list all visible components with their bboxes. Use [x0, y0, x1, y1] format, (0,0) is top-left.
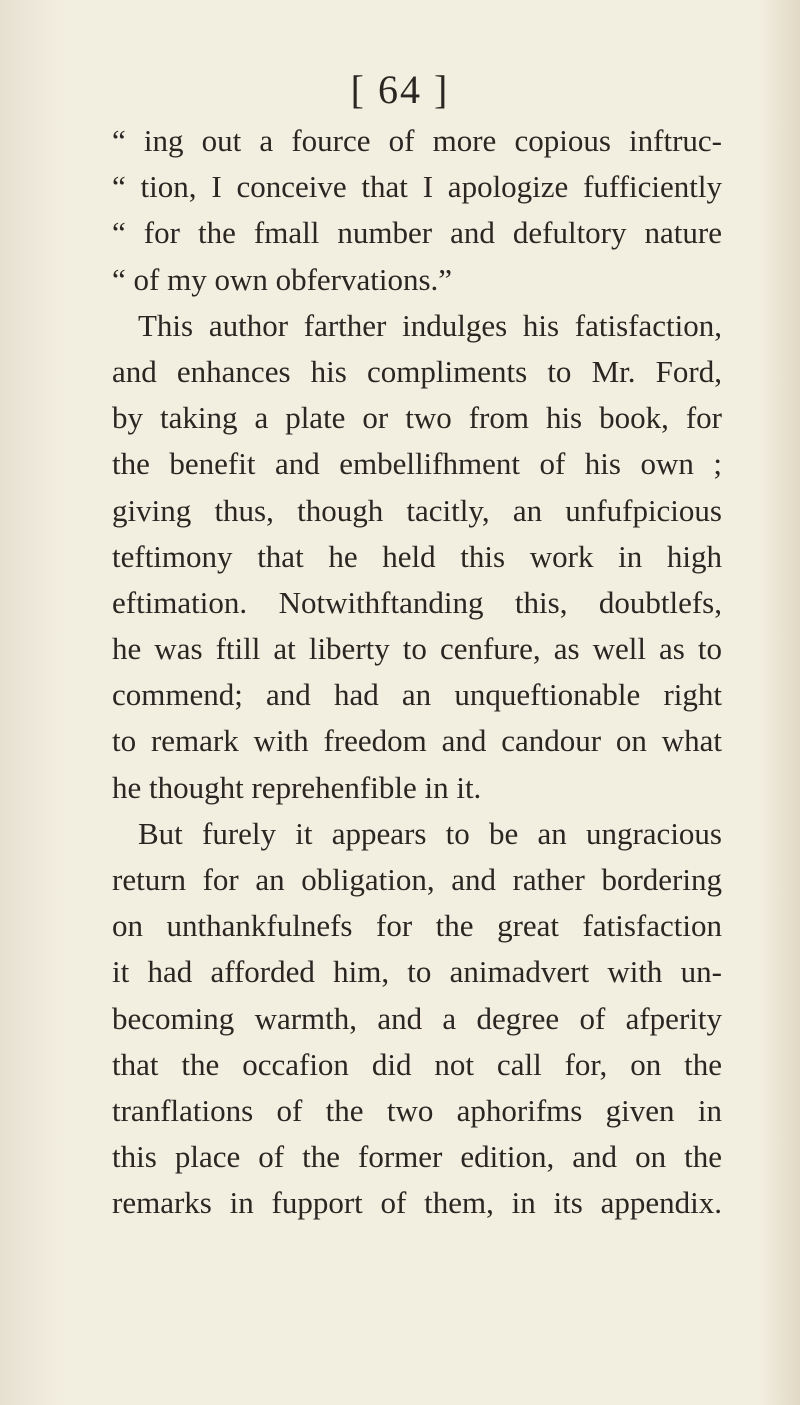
- text-line: “ of my own obfervations.”: [112, 261, 453, 297]
- text-line: tranflations of the two aphorifms given in: [112, 1092, 722, 1128]
- text-line: he thought reprehenfible in it.: [112, 769, 482, 805]
- text-line: that the occafion did not call for, on the: [112, 1046, 722, 1082]
- text-line: and enhances his compliments to Mr. Ford,: [112, 353, 722, 389]
- text-line: But furely it appears to be an ungracious: [138, 815, 722, 851]
- text-line: “ tion, I conceive that I apologize fufficiently: [112, 169, 722, 205]
- text-line: this place of the former edition, and on the: [112, 1139, 722, 1175]
- body-text: [112, 118, 722, 1227]
- text-line: he was ftill at liberty to cenfure, as well as to: [112, 631, 722, 667]
- text-line: by taking a plate or two from his book, for: [112, 400, 722, 436]
- text-line: becoming warmth, and a degree of afperity: [112, 1000, 722, 1036]
- text-line: eftimation. Notwithftanding this, doubtlefs,: [112, 584, 722, 620]
- text-line: to remark with freedom and candour on what: [112, 723, 722, 759]
- text-line: giving thus, though tacitly, an unfufpicious: [112, 492, 722, 528]
- page-number-header: [ 64 ]: [350, 67, 450, 112]
- text-line: “ for the fmall number and defultory nature: [112, 215, 722, 251]
- text-line: commend; and had an unqueftionable right: [112, 677, 722, 713]
- text-line: “ ing out a fource of more copious inftruc-: [112, 123, 722, 158]
- text-line: it had afforded him, to animadvert with un-: [112, 954, 722, 990]
- text-line: teftimony that he held this work in high: [112, 538, 722, 574]
- text-line: This author farther indulges his fatisfaction,: [138, 307, 722, 343]
- text-line: on unthankfulnefs for the great fatisfaction: [112, 908, 722, 944]
- text-line: the benefit and embellifhment of his own ;: [112, 446, 722, 482]
- text-line: remarks in fupport of them, in its appendix.: [112, 1185, 722, 1221]
- text-line: return for an obligation, and rather bordering: [112, 862, 722, 897]
